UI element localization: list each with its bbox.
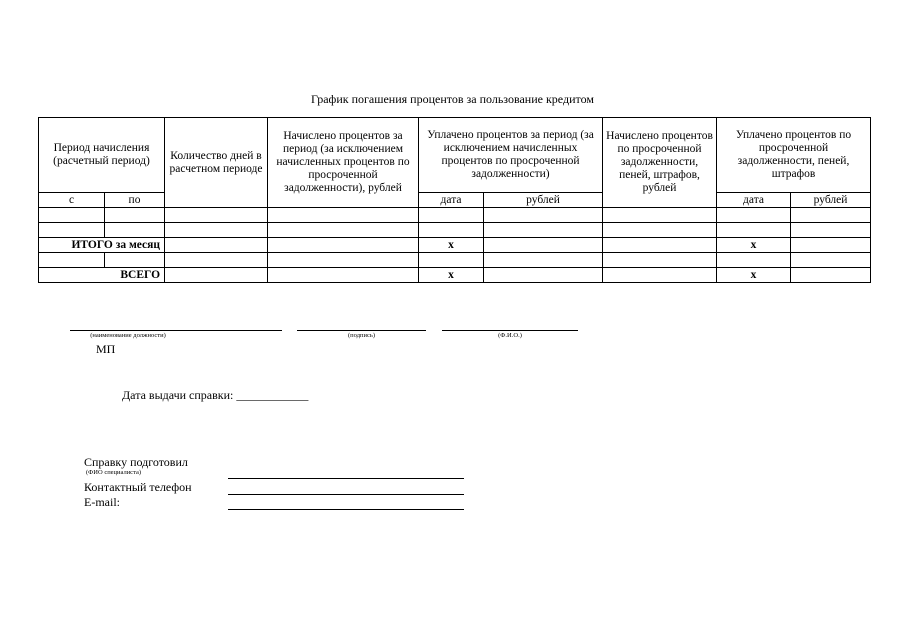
total-month-label: ИТОГО за месяц — [39, 238, 165, 253]
subheader-paid-date: дата — [419, 193, 484, 208]
header-accrued-overdue: Начислено процентов по просроченной задолженности, пеней, штрафов, рублей — [603, 118, 717, 208]
signature-caption: (подпись) — [348, 332, 375, 339]
fio-line — [442, 330, 578, 331]
table-row — [39, 253, 871, 268]
prepared-fio-hint: (ФИО специалиста) — [86, 469, 142, 476]
x-mark: х — [419, 238, 484, 253]
x-mark: х — [717, 268, 791, 283]
email-line[interactable] — [228, 509, 464, 510]
total-all-row — [39, 268, 871, 283]
header-period: Период начисления (расчетный период) — [39, 118, 165, 193]
total-month-row — [39, 238, 871, 253]
subheader-overdue-date: дата — [717, 193, 791, 208]
position-line — [70, 330, 282, 331]
header-accrued: Начислено процентов за период (за исключением начисленных процентов по просроченной задолженности), рублей — [268, 118, 419, 208]
header-paid: Уплачено процентов за период (за исключением начисленных процентов по просроченной задолженности) — [419, 118, 603, 193]
header-days: Количество дней в расчетном периоде — [165, 118, 268, 208]
issue-date-label: Дата выдачи справки: ____________ — [122, 388, 309, 402]
stamp-label: МП — [96, 342, 116, 356]
phone-label: Контактный телефон — [84, 480, 192, 494]
subheader-paid-rub: рублей — [484, 193, 603, 208]
total-all-label: ВСЕГО — [39, 268, 165, 283]
subheader-to: по — [105, 193, 165, 208]
prepared-fio-line[interactable] — [228, 478, 464, 479]
document-title: График погашения процентов за пользование кредитом — [311, 92, 594, 106]
x-mark: х — [717, 238, 791, 253]
table-row — [39, 223, 871, 238]
email-label: E-mail: — [84, 495, 120, 509]
fio-caption: (Ф.И.О.) — [498, 332, 522, 339]
subheader-overdue-rub: рублей — [791, 193, 871, 208]
phone-line[interactable] — [228, 494, 464, 495]
position-caption: (наименование должности) — [90, 332, 166, 339]
header-paid-overdue: Уплачено процентов по просроченной задолженности, пеней, штрафов — [717, 118, 871, 193]
prepared-label: Справку подготовил — [84, 455, 188, 469]
subheader-from: с — [39, 193, 105, 208]
signature-line — [297, 330, 426, 331]
table-row — [39, 208, 871, 223]
repayment-schedule-table — [38, 117, 871, 283]
x-mark: х — [419, 268, 484, 283]
